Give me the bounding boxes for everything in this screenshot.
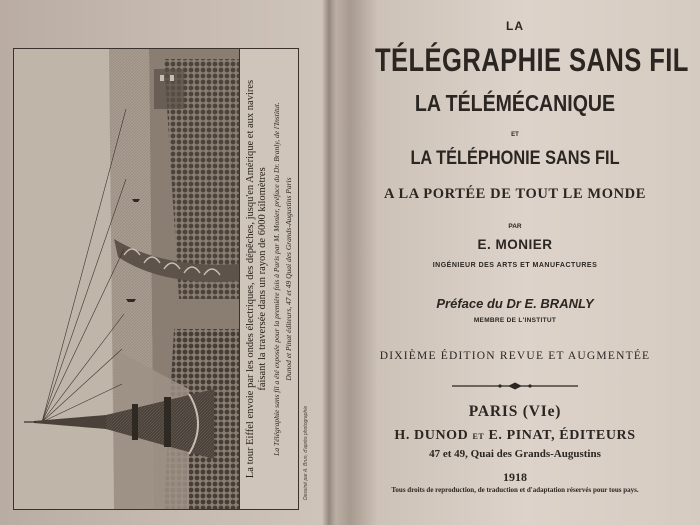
ornament-divider (450, 382, 580, 390)
subtitle: A LA PORTÉE DE TOUT LE MONDE (383, 186, 647, 202)
second-title: LA TÉLÉMÉCANIQUE (414, 90, 616, 116)
book-gutter (322, 0, 336, 525)
preface-line: Préface du Dr E. BRANLY (436, 296, 594, 311)
credit-line-1: La Télégraphie sans fil a été exposée pour la première fois à Paris par M. Monier, préface du Dr. Branly, de l'Institut. (272, 102, 281, 456)
preface-title: MEMBRE DE L'INSTITUT (473, 317, 557, 324)
address: 47 et 49, Quai des Grands-Augustins (429, 448, 601, 460)
engraving-caption-box (239, 49, 299, 509)
caption-line-1: La tour Eiffel envoie par les ondes électriques, des dépêches, jusqu'en Amérique et aux navires (245, 79, 256, 479)
edition-line: DIXIÈME ÉDITION REVUE ET AUGMENTÉE (379, 350, 651, 362)
main-title: TÉLÉGRAPHIE SANS FIL (375, 42, 689, 78)
by-label: PAR (508, 223, 522, 230)
pre-title: LA (506, 19, 524, 33)
publisher-a: H. DUNOD (394, 428, 469, 443)
publisher-b: E. PINAT, ÉDITEURS (488, 428, 636, 443)
engraving-illustration (14, 49, 239, 509)
author-name: E. MONIER (477, 237, 553, 252)
publisher (340, 428, 690, 444)
third-title: LA TÉLÉPHONIE SANS FIL (410, 148, 620, 169)
conjunction: ET (511, 132, 519, 138)
title-page (340, 0, 690, 525)
year: 1918 (503, 470, 527, 484)
publisher-et: ET (472, 432, 485, 441)
engraving-caption (245, 59, 293, 499)
rights-notice: Tous droits de reproduction, de traduction et d'adaptation réservés pour tous pays. (391, 486, 639, 494)
city: PARIS (VIe) (468, 403, 562, 420)
palace-building (154, 69, 184, 109)
author-title: INGÉNIEUR DES ARTS ET MANUFACTURES (432, 262, 598, 269)
caption-line-2: faisant la traversée dans un rayon de 6000 kilomètres (257, 167, 268, 391)
engraver-credit: Dessiné par A. Brun, d'après photographie (303, 405, 309, 500)
eiffel-tower-engraving (13, 48, 299, 510)
credit-line-2: Dunod et Pinat éditeurs, 47 et 49 Quai des Grands-Augustins Paris (284, 177, 293, 381)
